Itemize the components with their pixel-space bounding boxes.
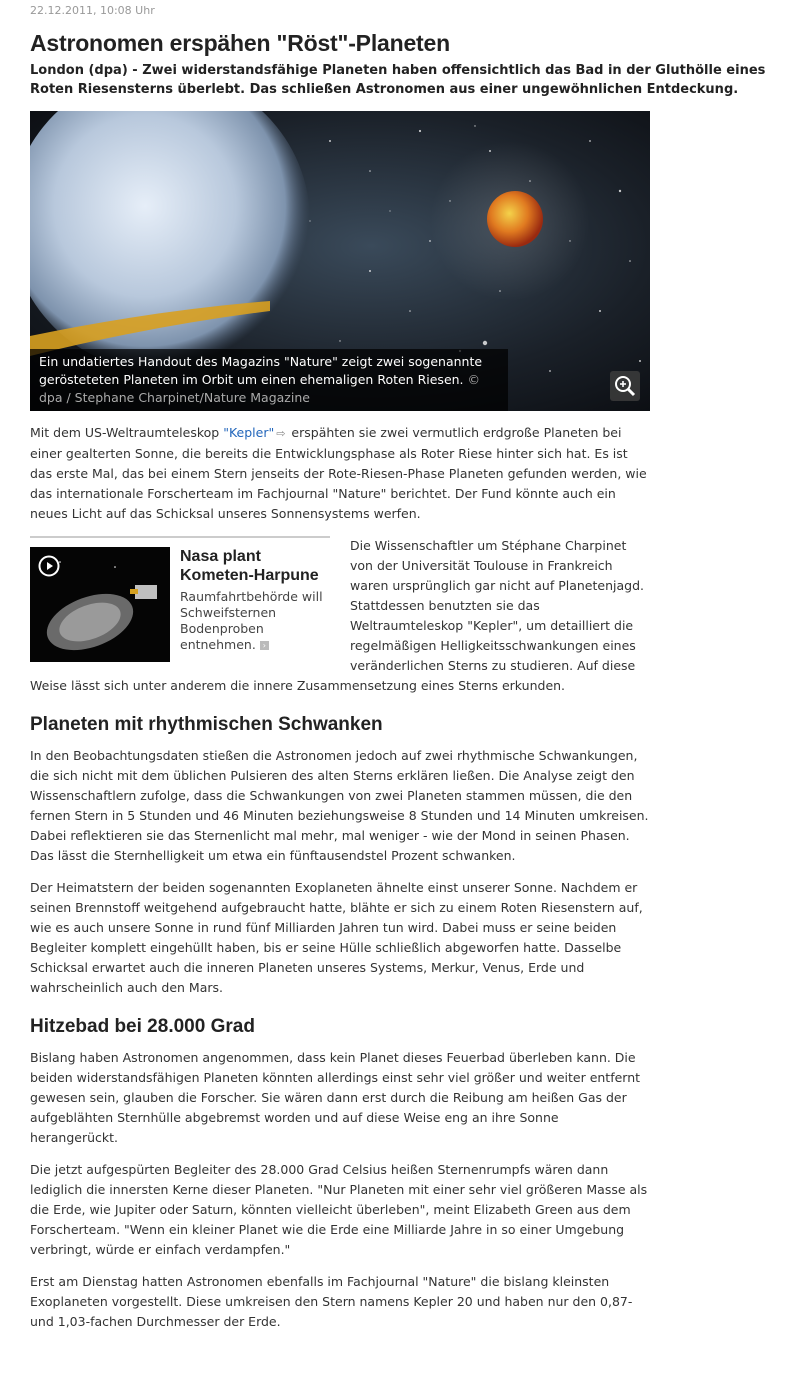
article-title: Astronomen erspähen "Röst"-Planeten bbox=[30, 30, 450, 56]
paragraph-6: Die jetzt aufgespürten Begleiter des 28.000 Grad Celsius heißen Sternenrumpfs wären dann lediglich die innersten Kerne dieser Planeten. "Nur Planeten mit einer sehr viel größeren Masse als die Erde, wie Jupiter oder Saturn, könnten vielleicht überleben", meint Elizabeth Green aus dem Forscherteam. "Wenn ein kleiner Planet wie die Erde eine Milliarde Jahre in so einer Umgebung verbringt, würde er einfach verdampfen." bbox=[30, 1162, 648, 1257]
paragraph-7: Erst am Dienstag hatten Astronomen ebenfalls im Fachjournal "Nature" die bislang kleinsten Exoplaneten vorgestellt. Diese umkreisen den Stern namens Kepler 20 und haben nur den 0,87- und 1,03-fachen Durchmesser der Erde. bbox=[30, 1274, 633, 1329]
hero-caption-text: Ein undatiertes Handout des Magazins "Nature" zeigt zwei sogenannte gerösteteten Planeten im Orbit um einen ehemaligen Roten Riesen. bbox=[39, 354, 483, 387]
teaser-wrap bbox=[30, 536, 650, 696]
paragraph-1 bbox=[30, 423, 650, 524]
paragraph-5: Bislang haben Astronomen angenommen, dass kein Planet dieses Feuerbad überleben kann. Die beiden widerstandsfähigen Planeten könnten allerdings einst sehr viel größer und weiter entfernt gewesen sein, glauben die Forscher. Sie wären dann erst durch die Reibung am heißen Gas der aufgeblähten Sternhülle abgebremst worden und auf diese Weise eng an ihre Sonne herangerückt. bbox=[30, 1050, 641, 1145]
article-lead: London (dpa) - Zwei widerstandsfähige Planeten haben offensichtlich das Bad in der Gluthölle eines Roten Riesensterns überlebt. Das schließen Astronomen aus einer ungewöhnlichen Entdeckung. bbox=[30, 63, 766, 97]
article-date: 22.12.2011, 10:08 Uhr bbox=[30, 4, 155, 17]
paragraph-2: Die Wissenschaftler um Stéphane Charpinet von der Universität Toulouse in Frankreich waren ursprünglich gar nicht auf Planetenjagd. Stattdessen benutzten sie das Weltraumteleskop "Kepler", um detailliert die regelmäßigen Helligkeitsschwankungen eines veränderlichen Sterns zu studieren. Auf diese Weise lässt sich unter anderem die innere Zusammensetzung eines Sterns erkunden. bbox=[30, 538, 644, 693]
article-page bbox=[0, 4, 808, 1332]
paragraph-3: In den Beobachtungsdaten stießen die Astronomen jedoch auf zwei rhythmische Schwankungen, die sich nicht mit dem üblichen Pulsieren des alten Sterns erklären ließen. Die Analyse zeigt den Wissenschaftlern zufolge, dass die Schwankungen von zwei Planeten stammen müssen, die den fernen Stern in 5 Stunden und 46 Minuten beziehungsweise 8 Stunden und 14 Minuten umkreisen. Dabei reflektieren sie das Sternenlicht mal mehr, mal weniger - wie der Mond in seinen Phasen. Das lässt die Sternhelligkeit um etwa ein fünftausendstel Prozent schwanken. bbox=[30, 748, 649, 863]
hero-credit: © dpa / Stephane Charpinet/Nature Magazine bbox=[39, 372, 481, 405]
zoom-in-icon[interactable] bbox=[610, 371, 640, 401]
teaser-text-content: Raumfahrtbehörde will Schweifsternen Bodenproben entnehmen. bbox=[180, 589, 323, 652]
play-icon[interactable] bbox=[38, 555, 60, 577]
section-heading-1: Planeten mit rhythmischen Schwanken bbox=[30, 714, 383, 735]
teaser-title[interactable]: Nasa plant Kometen-Harpune bbox=[180, 548, 319, 584]
external-link-icon: ⇨ bbox=[276, 427, 286, 440]
hero-caption bbox=[30, 349, 508, 411]
section-heading-2: Hitzebad bei 28.000 Grad bbox=[30, 1016, 255, 1037]
hero-image[interactable] bbox=[30, 111, 650, 411]
teaser-thumbnail[interactable] bbox=[30, 547, 170, 662]
paragraph-1-pre: Mit dem US-Weltraumteleskop bbox=[30, 425, 224, 440]
paragraph-1-post: erspähten sie zwei vermutlich erdgroße Planeten bei einer gealterten Sonne, die bereits die Entwicklungsphase als Roter Riese hinter sich hat. Es ist das erste Mal, das bei einem Stern jenseits der Rote-Riesen-Phase Planeten gefunden werden, wie das internationale Forscherteam im Fachjournal "Nature" berichtet. Der Fund könnte auch ein neues Licht auf das Schicksal unseres Sonnensystems werfen. bbox=[30, 425, 647, 521]
teaser-box[interactable] bbox=[30, 536, 330, 662]
arrow-right-icon[interactable]: › bbox=[260, 641, 269, 650]
kepler-link[interactable]: "Kepler" bbox=[223, 425, 275, 440]
paragraph-4: Der Heimatstern der beiden sogenannten Exoplaneten ähnelte einst unserer Sonne. Nachdem er seinen Brennstoff weitgehend aufgebraucht hatte, blähte er sich zu einem Roten Riesenstern auf, wie es auch unsere Sonne in rund fünf Milliarden Jahren tun wird. Dabei muss er seine beiden Begleiter komplett eingehüllt haben, bis er seine Hülle schließlich abgeworfen hatte. Dasselbe Schicksal erwartet auch die inneren Planeten unseres Systems, Merkur, Venus, Erde und wahrscheinlich auch den Mars. bbox=[30, 880, 643, 995]
